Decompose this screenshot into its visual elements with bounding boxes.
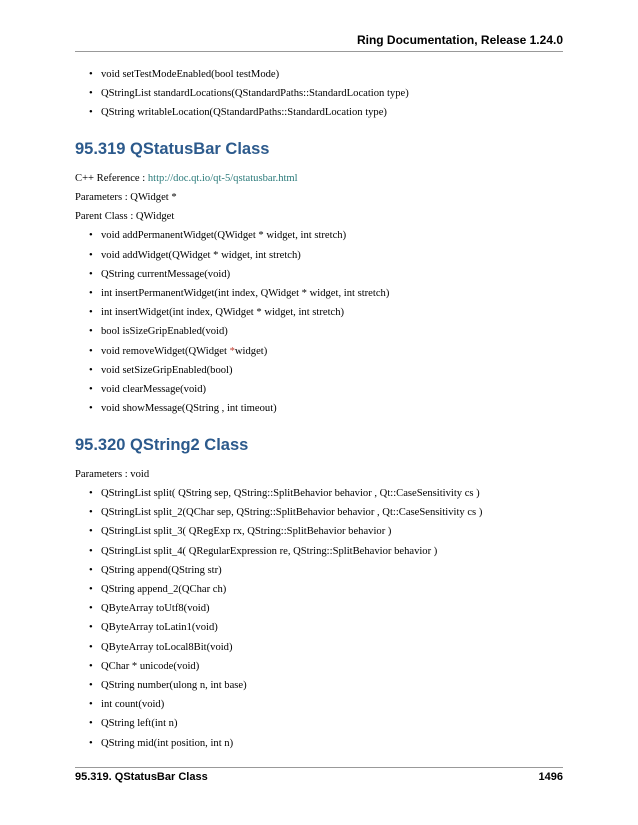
list-item: • QString currentMessage(void) bbox=[75, 268, 563, 281]
list-item: • int insertWidget(int index, QWidget * widget, int stretch) bbox=[75, 306, 563, 319]
list-item: • int insertPermanentWidget(int index, QWidget * widget, int stretch) bbox=[75, 287, 563, 300]
list-item: • void setSizeGripEnabled(bool) bbox=[75, 364, 563, 377]
page-footer bbox=[75, 771, 563, 783]
list-item: • void showMessage(QString , int timeout) bbox=[75, 402, 563, 415]
cpp-reference-link[interactable]: http://doc.qt.io/qt-5/qstatusbar.html bbox=[147, 173, 298, 185]
remove-widget-text: void removeWidget(QWidget bbox=[101, 345, 230, 357]
footer-section-title: 95.319. QStatusBar Class bbox=[75, 771, 208, 783]
list-item: • QStringList split( QString sep, QString::SplitBehavior behavior , Qt::CaseSensitivity cs ) bbox=[75, 487, 563, 500]
qstatusbar-method-list bbox=[75, 229, 563, 415]
list-item: • QString mid(int position, int n) bbox=[75, 737, 563, 750]
list-item: • void addPermanentWidget(QWidget * widget, int stretch) bbox=[75, 229, 563, 242]
page-header: Ring Documentation, Release 1.24.0 bbox=[356, 33, 563, 47]
header-divider bbox=[75, 51, 563, 52]
list-item: • QString writableLocation(QStandardPaths::StandardLocation type) bbox=[75, 106, 563, 119]
intro-method-list bbox=[75, 68, 563, 119]
footer-divider bbox=[75, 767, 563, 768]
remove-widget-tail: widget) bbox=[234, 345, 268, 357]
list-item: • QByteArray toLatin1(void) bbox=[75, 621, 563, 634]
list-item: • QStringList split_2(QChar sep, QString::SplitBehavior behavior , Qt::CaseSensitivity cs ) bbox=[75, 506, 563, 519]
list-item: • QByteArray toLocal8Bit(void) bbox=[75, 641, 563, 654]
cpp-reference-label: C++ Reference : bbox=[75, 173, 148, 185]
cpp-reference bbox=[75, 172, 563, 185]
parameters-text: Parameters : QWidget * bbox=[75, 192, 177, 204]
asterisk-highlight: * bbox=[229, 345, 235, 357]
parent-class-text: Parent Class : QWidget bbox=[75, 211, 175, 223]
list-item: • QString left(int n) bbox=[75, 717, 563, 730]
list-item: • QStringList standardLocations(QStandardPaths::StandardLocation type) bbox=[75, 87, 563, 100]
list-item: • void clearMessage(void) bbox=[75, 383, 563, 396]
list-item: • QString number(ulong n, int base) bbox=[75, 679, 563, 692]
list-item: • bool isSizeGripEnabled(void) bbox=[75, 325, 563, 338]
list-item: • QStringList split_3( QRegExp rx, QString::SplitBehavior behavior ) bbox=[75, 525, 563, 538]
list-item: • QString append_2(QChar ch) bbox=[75, 583, 563, 596]
list-item bbox=[75, 345, 563, 358]
section-heading-qstring2: 95.320 QString2 Class bbox=[75, 436, 249, 455]
page-content bbox=[75, 68, 563, 756]
parameters-text: Parameters : void bbox=[75, 469, 150, 481]
qstring2-method-list bbox=[75, 487, 563, 749]
list-item: • QString append(QString str) bbox=[75, 564, 563, 577]
list-item: • void addWidget(QWidget * widget, int stretch) bbox=[75, 249, 563, 262]
page-number: 1496 bbox=[538, 771, 563, 783]
list-item: • QStringList split_4( QRegularExpression re, QString::SplitBehavior behavior ) bbox=[75, 545, 563, 558]
list-item: • QChar * unicode(void) bbox=[75, 660, 563, 673]
list-item: • QByteArray toUtf8(void) bbox=[75, 602, 563, 615]
section-heading-qstatusbar: 95.319 QStatusBar Class bbox=[75, 140, 270, 159]
list-item: • int count(void) bbox=[75, 698, 563, 711]
list-item: • void setTestModeEnabled(bool testMode) bbox=[75, 68, 563, 81]
